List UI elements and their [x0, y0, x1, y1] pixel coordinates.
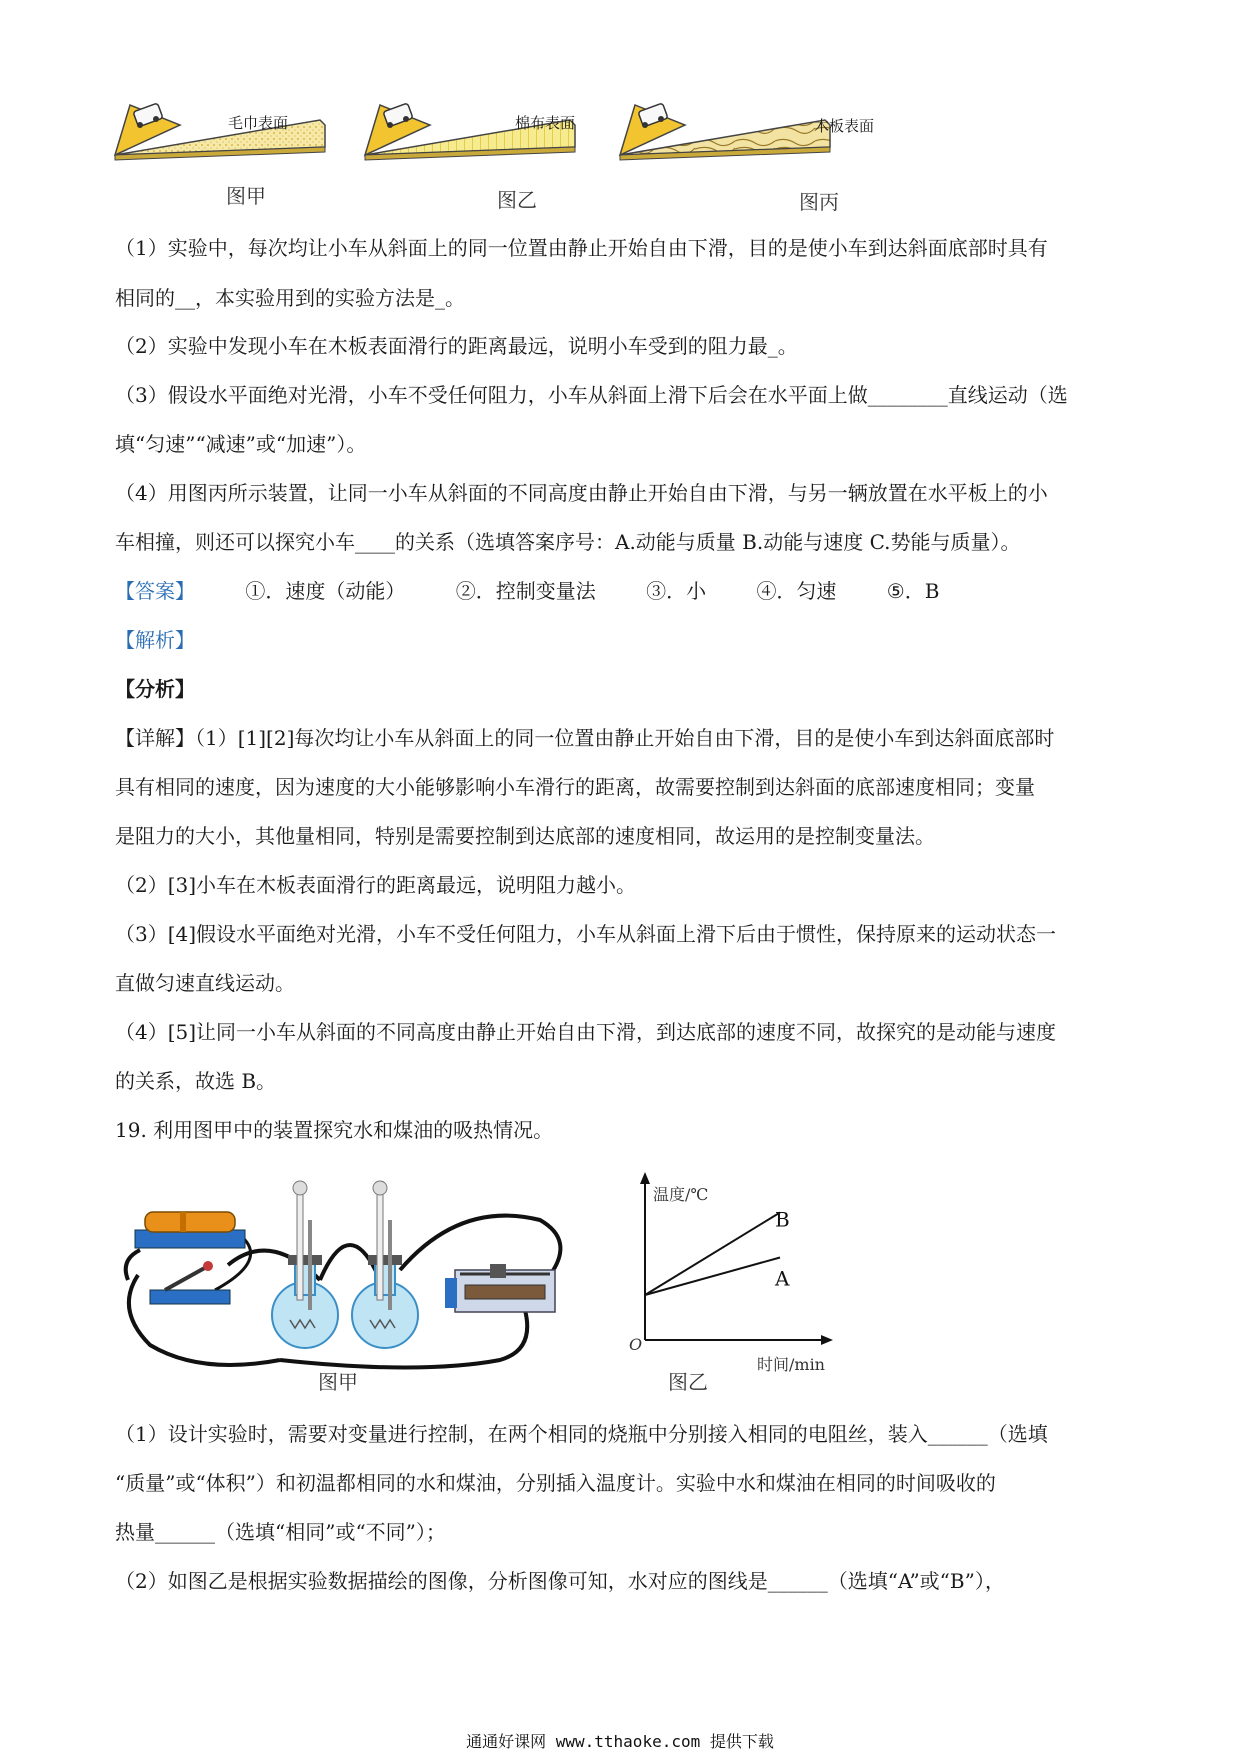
footer-source: 通通好课网 www.tthaoke.com 提供下载: [466, 1732, 774, 1751]
answer-3: ③．小: [646, 579, 707, 603]
answer-row: [115, 577, 1135, 605]
wire: [400, 1216, 560, 1275]
detail-line1: 【详解】（1）[1][2]每次均让小车从斜面上的同一位置由静止开始自由下滑，目的是使小车到达斜面底部时: [115, 726, 1055, 750]
detail-p4-line2: 的关系，故选 B。: [115, 1069, 277, 1093]
figure-wood-surface: [620, 103, 830, 160]
series-layer: [645, 1208, 790, 1296]
switch-icon: [150, 1261, 230, 1304]
battery-icon: [135, 1212, 245, 1248]
answer-5: ⑤．B: [886, 579, 940, 603]
x-axis-arrow: [821, 1335, 833, 1345]
origin-label: O: [629, 1335, 643, 1354]
q19-stem: 19. 利用图甲中的装置探究水和煤油的吸热情况。: [115, 1118, 554, 1142]
detail-p2: （2）[3]小车在木板表面滑行的距离最远，说明阻力越小。: [115, 873, 637, 897]
detail-p3-line2: 直做匀速直线运动。: [115, 971, 295, 995]
q18-p4-line1: （4）用图丙所示装置，让同一小车从斜面的不同高度由静止开始自由下滑，与另一辆放置在水平板上的小: [115, 481, 1048, 505]
caption-fig-jia-circuit: 图甲: [318, 1370, 358, 1394]
rheostat-icon: [445, 1264, 555, 1312]
fenxi-tag: 【分析】: [115, 677, 195, 701]
q18-p4-line2: 车相撞，则还可以探究小车____的关系（选填答案序号：A.动能与质量 B.动能与速度 C.势能与质量）。: [115, 530, 1021, 554]
circuit-figure: [120, 1160, 590, 1370]
detail-p4-line1: （4）[5]让同一小车从斜面的不同高度由静止开始自由下滑，到达底部的速度不同，故探究的是动能与速度: [115, 1020, 1057, 1044]
x-axis-label: 时间/min: [757, 1355, 825, 1374]
series-line-A: [645, 1258, 780, 1296]
q18-p1-line1: （1）实验中，每次均让小车从斜面上的同一位置由静止开始自由下滑，目的是使小车到达斜面底部时具有: [115, 236, 1048, 260]
caption-fig-bing-top: 图丙: [799, 190, 839, 214]
answer-1: ①．速度（动能）: [245, 579, 406, 603]
q19-p1-line3: 热量______（选填“相同”或“不同”）；: [115, 1520, 446, 1544]
q18-p3-line2: 填“匀速”“减速”或“加速”）。: [115, 432, 367, 456]
detail-p3-line1: （3）[4]假设水平面绝对光滑，小车不受任何阻力，小车从斜面上滑下后由于惯性，保持原来的运动状态一: [115, 922, 1057, 946]
caption-fig-jia-top: 图甲: [226, 184, 266, 208]
surface-label-towel: 毛巾表面: [228, 114, 289, 132]
q19-p1-line1: （1）设计实验时，需要对变量进行控制，在两个相同的烧瓶中分别接入相同的电阻丝，装入______（选填: [115, 1422, 1048, 1446]
analysis-tag: 【解析】: [115, 628, 195, 652]
y-axis-label: 温度/℃: [653, 1185, 709, 1204]
detail-line2: 具有相同的速度，因为速度的大小能够影响小车滑行的距离，故需要控制到达斜面的底部速度相同；变量: [115, 775, 1035, 799]
series-label-B: B: [775, 1207, 790, 1232]
answer-2: ②．控制变量法: [455, 579, 596, 603]
figure-towel-surface: [115, 103, 325, 160]
temperature-time-chart: [615, 1170, 845, 1380]
answer-tag: 【答案】: [115, 579, 195, 603]
series-label-A: A: [775, 1266, 790, 1291]
flask-icon: [352, 1181, 418, 1348]
answer-4: ④．匀速: [756, 579, 837, 603]
caption-fig-yi-top: 图乙: [497, 188, 537, 212]
q18-p2: （2）实验中发现小车在木板表面滑行的距离最远，说明小车受到的阻力最_。: [115, 334, 798, 358]
q19-p2-line1: （2）如图乙是根据实验数据描绘的图像，分析图像可知，水对应的图线是______（选填“A”或“B”），: [115, 1569, 1005, 1593]
y-axis-arrow: [640, 1172, 650, 1184]
q19-p1-line2: “质量”或“体积”）和初温都相同的水和煤油，分别插入温度计。实验中水和煤油在相同的时间吸收的: [115, 1471, 996, 1495]
caption-fig-yi-chart: 图乙: [668, 1370, 708, 1394]
wire: [129, 1275, 280, 1365]
surface-label-cotton: 棉布表面: [515, 114, 576, 132]
q18-p3-line1: （3）假设水平面绝对光滑，小车不受任何阻力，小车从斜面上滑下后会在水平面上做________直线运动（选: [115, 383, 1068, 407]
q18-p1-line2: 相同的__，本实验用到的实验方法是_。: [115, 286, 465, 310]
series-line-B: [645, 1213, 780, 1296]
detail-line3: 是阻力的大小，其他量相同，特别是需要控制到达底部的速度相同，故运用的是控制变量法。: [115, 824, 935, 848]
surface-label-wood: 木板表面: [814, 117, 875, 135]
